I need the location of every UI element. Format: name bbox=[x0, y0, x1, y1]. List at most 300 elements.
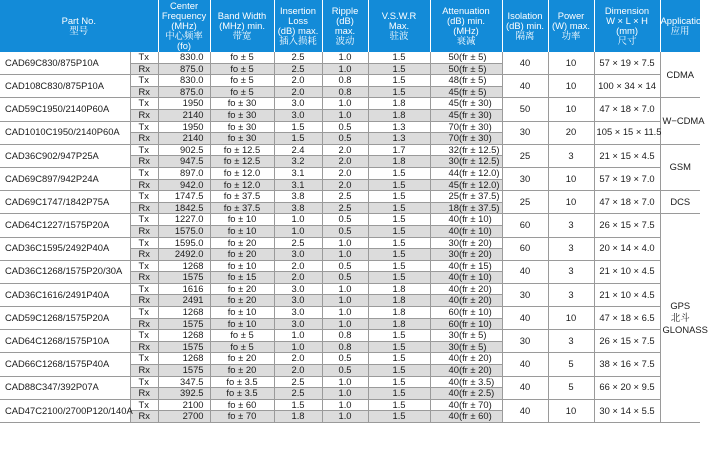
ripple: 0.5 bbox=[322, 121, 368, 133]
insertion-loss: 2.0 bbox=[274, 272, 322, 284]
vswr: 1.7 bbox=[368, 144, 430, 156]
header-line: 衰减 bbox=[456, 35, 476, 46]
vswr: 1.3 bbox=[368, 121, 430, 133]
header-line: Dimension bbox=[604, 5, 650, 16]
power: 5 bbox=[548, 353, 594, 376]
bandwidth: fo ± 5 bbox=[210, 63, 274, 75]
part-number: CAD64C1268/1575P10A bbox=[0, 330, 130, 353]
ripple: 1.0 bbox=[322, 52, 368, 63]
band-type: Rx bbox=[130, 133, 158, 145]
ripple: 0.5 bbox=[322, 214, 368, 226]
dimension: 57 × 19 × 7.0 bbox=[594, 167, 660, 190]
attenuation: 45(fr ± 30) bbox=[430, 98, 502, 110]
vswr: 1.5 bbox=[368, 52, 430, 63]
application-label: DCS bbox=[670, 196, 691, 208]
attenuation: 60(fr ± 10) bbox=[430, 318, 502, 330]
header-line: Band Width bbox=[217, 10, 267, 21]
attenuation: 40(fr ± 20) bbox=[430, 295, 502, 307]
bandwidth: fo ± 30 bbox=[210, 109, 274, 121]
bandwidth: fo ± 5 bbox=[210, 75, 274, 87]
header-power bbox=[548, 0, 594, 52]
isolation: 30 bbox=[502, 121, 548, 144]
center-frequency: 897.0 bbox=[158, 167, 210, 179]
ripple: 1.0 bbox=[322, 249, 368, 261]
vswr: 1.5 bbox=[368, 388, 430, 400]
band-type: Tx bbox=[130, 307, 158, 319]
header-line: Application bbox=[660, 15, 707, 26]
ripple: 2.5 bbox=[322, 191, 368, 203]
insertion-loss: 3.0 bbox=[274, 283, 322, 295]
attenuation: 40(fr ± 10) bbox=[430, 214, 502, 226]
band-type: Tx bbox=[130, 144, 158, 156]
insertion-loss: 2.0 bbox=[274, 365, 322, 377]
dimension: 26 × 15 × 7.5 bbox=[594, 330, 660, 353]
vswr: 1.5 bbox=[368, 167, 430, 179]
application-group bbox=[660, 214, 708, 423]
center-frequency: 347.5 bbox=[158, 376, 210, 388]
band-type: Rx bbox=[130, 109, 158, 121]
ripple: 1.0 bbox=[322, 411, 368, 423]
center-frequency: 2100 bbox=[158, 399, 210, 411]
attenuation: 40(fr ± 70) bbox=[430, 399, 502, 411]
part-number: CAD69C1747/1842P75A bbox=[0, 191, 130, 214]
bandwidth: fo ± 5 bbox=[210, 330, 274, 342]
isolation: 25 bbox=[502, 144, 548, 167]
insertion-loss: 3.2 bbox=[274, 156, 322, 168]
bandwidth: fo ± 12.0 bbox=[210, 179, 274, 191]
center-frequency: 1595.0 bbox=[158, 237, 210, 249]
part-number: CAD66C1268/1575P40A bbox=[0, 353, 130, 376]
band-type: Tx bbox=[130, 353, 158, 365]
vswr: 1.5 bbox=[368, 353, 430, 365]
band-type: Tx bbox=[130, 98, 158, 110]
attenuation: 25(fr ± 37.5) bbox=[430, 191, 502, 203]
table-row bbox=[0, 121, 700, 133]
ripple: 1.0 bbox=[322, 376, 368, 388]
power: 3 bbox=[548, 330, 594, 353]
center-frequency: 1268 bbox=[158, 353, 210, 365]
dimension: 57 × 19 × 7.5 bbox=[594, 52, 660, 75]
header-dimension bbox=[594, 0, 660, 52]
power: 3 bbox=[548, 144, 594, 167]
band-type: Rx bbox=[130, 179, 158, 191]
table-row bbox=[0, 167, 700, 179]
ripple: 0.5 bbox=[322, 133, 368, 145]
insertion-loss: 1.5 bbox=[274, 133, 322, 145]
part-number: CAD88C347/392P07A bbox=[0, 376, 130, 399]
application-label: W−CDMA bbox=[662, 115, 705, 127]
isolation: 30 bbox=[502, 283, 548, 306]
bandwidth: fo ± 20 bbox=[210, 365, 274, 377]
bandwidth: fo ± 30 bbox=[210, 121, 274, 133]
bandwidth: fo ± 20 bbox=[210, 295, 274, 307]
isolation: 40 bbox=[502, 52, 548, 75]
header-line: (MHz) min. bbox=[219, 20, 265, 31]
power: 3 bbox=[548, 214, 594, 237]
header-line: Max. bbox=[388, 20, 410, 31]
attenuation: 40(fr ± 10) bbox=[430, 272, 502, 284]
band-type: Rx bbox=[130, 365, 158, 377]
bandwidth: fo ± 10 bbox=[210, 214, 274, 226]
header-line: (dB) min. bbox=[447, 15, 486, 26]
band-type: Rx bbox=[130, 86, 158, 98]
isolation: 30 bbox=[502, 167, 548, 190]
bandwidth: fo ± 10 bbox=[210, 318, 274, 330]
power: 10 bbox=[548, 98, 594, 121]
header-line: (mm) bbox=[616, 25, 638, 36]
center-frequency: 392.5 bbox=[158, 388, 210, 400]
bandwidth: fo ± 70 bbox=[210, 411, 274, 423]
center-frequency: 1268 bbox=[158, 330, 210, 342]
ripple: 0.5 bbox=[322, 272, 368, 284]
bandwidth: fo ± 37.5 bbox=[210, 191, 274, 203]
vswr: 1.5 bbox=[368, 75, 430, 87]
center-frequency: 875.0 bbox=[158, 86, 210, 98]
center-frequency: 830.0 bbox=[158, 75, 210, 87]
application-group bbox=[660, 191, 700, 214]
ripple: 1.0 bbox=[322, 388, 368, 400]
header-line: (MHz) bbox=[453, 25, 479, 36]
bandwidth: fo ± 20 bbox=[210, 237, 274, 249]
bandwidth: fo ± 5 bbox=[210, 341, 274, 353]
table-row bbox=[0, 376, 700, 388]
isolation: 30 bbox=[502, 330, 548, 353]
center-frequency: 1268 bbox=[158, 260, 210, 272]
header-line: 尺寸 bbox=[617, 35, 637, 46]
bandwidth: fo ± 12.0 bbox=[210, 167, 274, 179]
attenuation: 45(fr ± 5) bbox=[430, 86, 502, 98]
center-frequency: 2492.0 bbox=[158, 249, 210, 261]
header-line: 波动 bbox=[335, 35, 355, 46]
vswr: 1.5 bbox=[368, 411, 430, 423]
table-row bbox=[0, 75, 700, 87]
table-row bbox=[0, 260, 700, 272]
table-row bbox=[0, 307, 700, 319]
attenuation: 40(fr ± 20) bbox=[430, 365, 502, 377]
header-line: Power bbox=[557, 10, 585, 21]
vswr: 1.5 bbox=[368, 260, 430, 272]
center-frequency: 1575 bbox=[158, 341, 210, 353]
band-type: Rx bbox=[130, 202, 158, 214]
center-frequency: 1747.5 bbox=[158, 191, 210, 203]
vswr: 1.5 bbox=[368, 365, 430, 377]
center-frequency: 1575.0 bbox=[158, 225, 210, 237]
attenuation: 44(fr ± 12.0) bbox=[430, 167, 502, 179]
vswr: 1.5 bbox=[368, 249, 430, 261]
band-type: Rx bbox=[130, 272, 158, 284]
table-row bbox=[0, 399, 700, 411]
insertion-loss: 1.0 bbox=[274, 330, 322, 342]
insertion-loss: 3.1 bbox=[274, 167, 322, 179]
insertion-loss: 3.8 bbox=[274, 191, 322, 203]
band-type: Tx bbox=[130, 52, 158, 63]
insertion-loss: 2.0 bbox=[274, 353, 322, 365]
bandwidth: fo ± 5 bbox=[210, 52, 274, 63]
insertion-loss: 3.0 bbox=[274, 249, 322, 261]
header-line: 应用 bbox=[670, 25, 690, 36]
application-group bbox=[660, 144, 700, 190]
center-frequency: 1842.5 bbox=[158, 202, 210, 214]
ripple: 1.0 bbox=[322, 109, 368, 121]
center-frequency: 1575 bbox=[158, 318, 210, 330]
dimension: 105 × 15 × 11.5 bbox=[594, 121, 660, 144]
insertion-loss: 3.0 bbox=[274, 318, 322, 330]
dimension: 47 × 18 × 7.0 bbox=[594, 191, 660, 214]
header-line: 功率 bbox=[561, 30, 581, 41]
vswr: 1.5 bbox=[368, 63, 430, 75]
table-row bbox=[0, 237, 700, 249]
vswr: 1.5 bbox=[368, 376, 430, 388]
vswr: 1.5 bbox=[368, 86, 430, 98]
header-line: Ripple bbox=[331, 5, 359, 16]
part-number: CAD59C1950/2140P60A bbox=[0, 98, 130, 121]
table-row bbox=[0, 52, 700, 63]
bandwidth: fo ± 15 bbox=[210, 272, 274, 284]
header-line: 插入损耗 bbox=[279, 35, 317, 46]
band-type: Rx bbox=[130, 388, 158, 400]
ripple: 1.0 bbox=[322, 307, 368, 319]
header-line: 驻波 bbox=[389, 30, 409, 41]
ripple: 0.5 bbox=[322, 365, 368, 377]
isolation: 60 bbox=[502, 237, 548, 260]
spec-table-body bbox=[0, 51, 708, 423]
header-line: Part No. bbox=[61, 15, 96, 26]
center-frequency: 1227.0 bbox=[158, 214, 210, 226]
insertion-loss: 1.0 bbox=[274, 225, 322, 237]
header-application bbox=[660, 0, 707, 52]
insertion-loss: 2.0 bbox=[274, 260, 322, 272]
band-type: Rx bbox=[130, 411, 158, 423]
bandwidth: fo ± 12.5 bbox=[210, 144, 274, 156]
ripple: 2.0 bbox=[322, 167, 368, 179]
dimension: 66 × 20 × 9.5 bbox=[594, 376, 660, 399]
insertion-loss: 1.0 bbox=[274, 214, 322, 226]
dimension: 30 × 14 × 5.5 bbox=[594, 399, 660, 422]
ripple: 1.0 bbox=[322, 98, 368, 110]
band-type: Tx bbox=[130, 260, 158, 272]
insertion-loss: 1.5 bbox=[274, 399, 322, 411]
table-row bbox=[0, 353, 700, 365]
attenuation: 30(fr ± 5) bbox=[430, 341, 502, 353]
attenuation: 18(fr ± 37.5) bbox=[430, 202, 502, 214]
header-line: 中心频率(fo) bbox=[165, 30, 203, 51]
dimension: 20 × 14 × 4.0 bbox=[594, 237, 660, 260]
application-label: GPS bbox=[670, 300, 691, 312]
power: 10 bbox=[548, 52, 594, 75]
ripple: 0.5 bbox=[322, 225, 368, 237]
ripple: 0.8 bbox=[322, 86, 368, 98]
band-type: Rx bbox=[130, 295, 158, 307]
vswr: 1.5 bbox=[368, 237, 430, 249]
header-vswr bbox=[368, 0, 430, 52]
vswr: 1.5 bbox=[368, 202, 430, 214]
power: 20 bbox=[548, 121, 594, 144]
insertion-loss: 3.0 bbox=[274, 109, 322, 121]
vswr: 1.5 bbox=[368, 330, 430, 342]
band-type: Tx bbox=[130, 376, 158, 388]
insertion-loss: 1.8 bbox=[274, 411, 322, 423]
dimension: 100 × 34 × 14 bbox=[594, 75, 660, 98]
attenuation: 70(fr ± 30) bbox=[430, 121, 502, 133]
attenuation: 30(fr ± 20) bbox=[430, 249, 502, 261]
center-frequency: 2700 bbox=[158, 411, 210, 423]
bandwidth: fo ± 60 bbox=[210, 399, 274, 411]
part-number: CAD69C830/875P10A bbox=[0, 52, 130, 75]
center-frequency: 1575 bbox=[158, 272, 210, 284]
dimension: 38 × 16 × 7.5 bbox=[594, 353, 660, 376]
center-frequency: 1616 bbox=[158, 283, 210, 295]
table-row bbox=[0, 214, 700, 226]
ripple: 0.5 bbox=[322, 260, 368, 272]
header-bandwidth bbox=[210, 0, 274, 52]
insertion-loss: 1.0 bbox=[274, 341, 322, 353]
power: 10 bbox=[548, 191, 594, 214]
vswr: 1.8 bbox=[368, 98, 430, 110]
center-frequency: 830.0 bbox=[158, 52, 210, 63]
vswr: 1.8 bbox=[368, 318, 430, 330]
vswr: 1.5 bbox=[368, 272, 430, 284]
application-label: CDMA bbox=[666, 68, 695, 80]
attenuation: 60(fr ± 10) bbox=[430, 307, 502, 319]
bandwidth: fo ± 20 bbox=[210, 283, 274, 295]
power: 3 bbox=[548, 237, 594, 260]
vswr: 1.3 bbox=[368, 133, 430, 145]
bandwidth: fo ± 30 bbox=[210, 133, 274, 145]
ripple: 1.0 bbox=[322, 295, 368, 307]
attenuation: 40(fr ± 15) bbox=[430, 260, 502, 272]
power: 10 bbox=[548, 167, 594, 190]
isolation: 50 bbox=[502, 98, 548, 121]
insertion-loss: 2.4 bbox=[274, 144, 322, 156]
bandwidth: fo ± 10 bbox=[210, 260, 274, 272]
bandwidth: fo ± 10 bbox=[210, 307, 274, 319]
dimension: 21 × 10 × 4.5 bbox=[594, 283, 660, 306]
part-number: CAD59C1268/1575P20A bbox=[0, 307, 130, 330]
header-line: Center bbox=[169, 0, 199, 11]
attenuation: 70(fr ± 30) bbox=[430, 133, 502, 145]
part-number: CAD69C897/942P24A bbox=[0, 167, 130, 190]
insertion-loss: 2.5 bbox=[274, 388, 322, 400]
band-type: Tx bbox=[130, 121, 158, 133]
vswr: 1.5 bbox=[368, 399, 430, 411]
header-insertion-loss bbox=[274, 0, 322, 52]
application-label: GSM bbox=[669, 161, 691, 173]
ripple: 1.0 bbox=[322, 283, 368, 295]
vswr: 1.8 bbox=[368, 307, 430, 319]
power: 3 bbox=[548, 283, 594, 306]
center-frequency: 875.0 bbox=[158, 63, 210, 75]
dimension: 26 × 15 × 7.5 bbox=[594, 214, 660, 237]
isolation: 40 bbox=[502, 353, 548, 376]
header-line: 隔离 bbox=[515, 30, 535, 41]
power: 10 bbox=[548, 399, 594, 422]
insertion-loss: 3.8 bbox=[274, 202, 322, 214]
vswr: 1.5 bbox=[368, 225, 430, 237]
header-line: (MHz) bbox=[171, 20, 197, 31]
band-type: Tx bbox=[130, 191, 158, 203]
vswr: 1.5 bbox=[368, 214, 430, 226]
header-center-frequency bbox=[158, 0, 210, 52]
vswr: 1.8 bbox=[368, 283, 430, 295]
band-type: Rx bbox=[130, 249, 158, 261]
insertion-loss: 3.1 bbox=[274, 179, 322, 191]
header-line: (dB) min. bbox=[506, 20, 545, 31]
bandwidth: fo ± 20 bbox=[210, 353, 274, 365]
isolation: 40 bbox=[502, 75, 548, 98]
ripple: 2.0 bbox=[322, 156, 368, 168]
attenuation: 50(fr ± 5) bbox=[430, 52, 502, 63]
vswr: 1.5 bbox=[368, 191, 430, 203]
insertion-loss: 3.0 bbox=[274, 98, 322, 110]
dimension: 21 × 15 × 4.5 bbox=[594, 144, 660, 167]
header-line: Attenuation bbox=[442, 5, 490, 16]
header-ripple bbox=[322, 0, 368, 52]
ripple: 1.0 bbox=[322, 399, 368, 411]
part-number: CAD108C830/875P10A bbox=[0, 75, 130, 98]
application-label: GLONASS bbox=[662, 324, 708, 336]
center-frequency: 2491 bbox=[158, 295, 210, 307]
header-line: Isolation bbox=[507, 10, 543, 21]
attenuation: 40(fr ± 3.5) bbox=[430, 376, 502, 388]
insertion-loss: 1.5 bbox=[274, 121, 322, 133]
center-frequency: 2140 bbox=[158, 133, 210, 145]
part-number: CAD1010C1950/2140P60A bbox=[0, 121, 130, 144]
band-type: Tx bbox=[130, 237, 158, 249]
header-line: 型号 bbox=[69, 25, 89, 36]
table-row bbox=[0, 144, 700, 156]
header-line: V.S.W.R bbox=[381, 10, 417, 21]
bandwidth: fo ± 5 bbox=[210, 86, 274, 98]
table-row bbox=[0, 191, 700, 203]
part-number: CAD36C1268/1575P20/30A bbox=[0, 260, 130, 283]
bandwidth: fo ± 37.5 bbox=[210, 202, 274, 214]
center-frequency: 942.0 bbox=[158, 179, 210, 191]
ripple: 2.0 bbox=[322, 179, 368, 191]
band-type: Tx bbox=[130, 214, 158, 226]
bandwidth: fo ± 12.5 bbox=[210, 156, 274, 168]
insertion-loss: 2.5 bbox=[274, 376, 322, 388]
ripple: 0.8 bbox=[322, 75, 368, 87]
band-type: Tx bbox=[130, 167, 158, 179]
table-row bbox=[0, 330, 700, 342]
ripple: 2.5 bbox=[322, 202, 368, 214]
application-label: 北斗 bbox=[670, 312, 690, 324]
attenuation: 48(fr ± 5) bbox=[430, 75, 502, 87]
power: 10 bbox=[548, 307, 594, 330]
ripple: 0.8 bbox=[322, 330, 368, 342]
table-row bbox=[0, 98, 700, 110]
isolation: 40 bbox=[502, 399, 548, 422]
ripple: 0.5 bbox=[322, 353, 368, 365]
center-frequency: 1950 bbox=[158, 121, 210, 133]
attenuation: 32(fr ± 12.5) bbox=[430, 144, 502, 156]
band-type: Tx bbox=[130, 75, 158, 87]
part-number: CAD36C1616/2491P40A bbox=[0, 283, 130, 306]
center-frequency: 902.5 bbox=[158, 144, 210, 156]
ripple: 0.8 bbox=[322, 341, 368, 353]
header-line: Frequency bbox=[161, 10, 207, 21]
band-type: Rx bbox=[130, 341, 158, 353]
bandwidth: fo ± 30 bbox=[210, 98, 274, 110]
attenuation: 40(fr ± 60) bbox=[430, 411, 502, 423]
attenuation: 40(fr ± 10) bbox=[430, 225, 502, 237]
header-line: (dB) bbox=[336, 15, 354, 26]
part-number: CAD64C1227/1575P20A bbox=[0, 214, 130, 237]
header-line: Loss bbox=[288, 15, 308, 26]
center-frequency: 2140 bbox=[158, 109, 210, 121]
insertion-loss: 2.0 bbox=[274, 86, 322, 98]
attenuation: 40(fr ± 20) bbox=[430, 353, 502, 365]
